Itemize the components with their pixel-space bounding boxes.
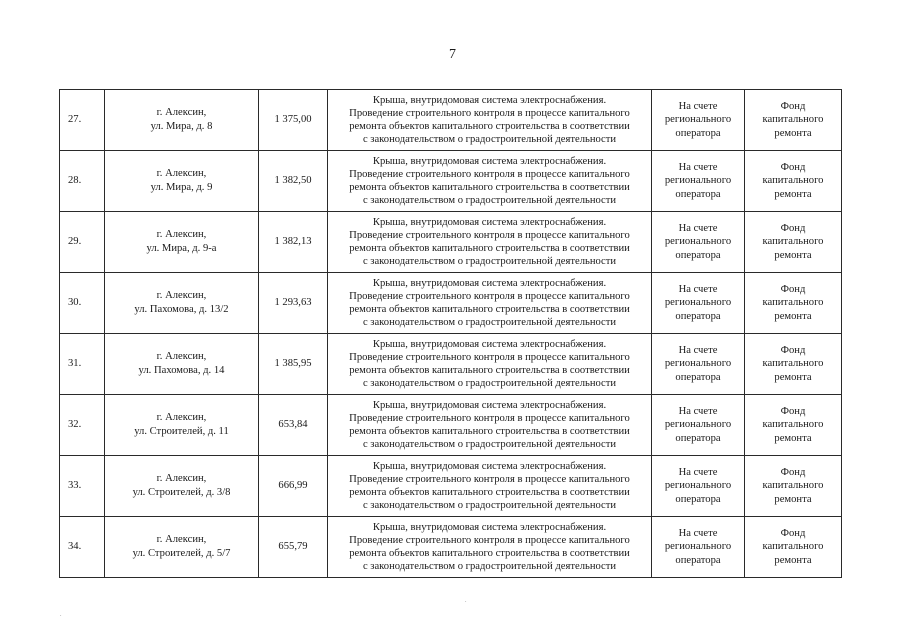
account-type-line: На счете bbox=[678, 405, 718, 417]
work-description-line: ремонта объектов капитального строительства в соответствии bbox=[349, 304, 630, 315]
account-type-cell bbox=[652, 273, 745, 334]
funding-source-line: ремонта bbox=[774, 310, 812, 322]
work-description-line: Проведение строительного контроля в процессе капитального bbox=[349, 229, 630, 241]
account-type-cell bbox=[652, 212, 745, 273]
address-line: ул. Мира, д. 9 bbox=[150, 182, 213, 193]
work-description-line: Крыша, внутридомовая система электроснабжения. bbox=[372, 94, 607, 106]
work-description-line: ремонта объектов капитального строительства в соответствии bbox=[349, 426, 630, 437]
funding-source-line: Фонд bbox=[780, 466, 806, 478]
area-cell: 1 385,95 bbox=[259, 334, 328, 395]
funding-source-line: ремонта bbox=[774, 493, 812, 505]
address-line: г. Алексин, bbox=[156, 290, 207, 302]
account-type-cell bbox=[652, 395, 745, 456]
work-description-cell bbox=[328, 273, 652, 334]
address-cell bbox=[105, 395, 259, 456]
account-type-cell bbox=[652, 517, 745, 578]
address-line: г. Алексин, bbox=[156, 534, 207, 546]
funding-source-line: Фонд bbox=[780, 527, 806, 539]
account-type-line: На счете bbox=[678, 344, 718, 356]
account-type-line: оператора bbox=[675, 310, 721, 322]
account-type-cell bbox=[652, 90, 745, 151]
area-cell: 655,79 bbox=[259, 517, 328, 578]
address-cell bbox=[105, 212, 259, 273]
funding-source-cell bbox=[745, 517, 842, 578]
table-row bbox=[60, 517, 842, 578]
address-cell bbox=[105, 334, 259, 395]
account-type-line: регионального bbox=[664, 297, 732, 309]
funding-source-cell bbox=[745, 90, 842, 151]
funding-source-line: Фонд bbox=[780, 344, 806, 356]
work-description-line: ремонта объектов капитального строительства в соответствии bbox=[349, 182, 630, 193]
funding-source-line: капитального bbox=[762, 297, 824, 309]
address-line: ул. Пахомова, д. 14 bbox=[138, 365, 225, 376]
funding-source-line: Фонд bbox=[780, 405, 806, 417]
account-type-cell bbox=[652, 456, 745, 517]
account-type-line: На счете bbox=[678, 222, 718, 234]
table-row bbox=[60, 456, 842, 517]
work-description-cell bbox=[328, 334, 652, 395]
account-type-cell bbox=[652, 334, 745, 395]
account-type-line: регионального bbox=[664, 419, 732, 431]
funding-source-cell bbox=[745, 395, 842, 456]
table-row bbox=[60, 151, 842, 212]
funding-source-line: капитального bbox=[762, 175, 824, 187]
account-type-line: регионального bbox=[664, 541, 732, 553]
funding-source-line: ремонта bbox=[774, 188, 812, 200]
address-cell bbox=[105, 90, 259, 151]
work-description-cell bbox=[328, 212, 652, 273]
work-description-line: ремонта объектов капитального строительства в соответствии bbox=[349, 548, 630, 559]
capital-repair-table bbox=[59, 89, 842, 578]
funding-source-line: капитального bbox=[762, 480, 824, 492]
work-description-cell bbox=[328, 395, 652, 456]
table-row bbox=[60, 90, 842, 151]
account-type-line: оператора bbox=[675, 371, 721, 383]
address-line: г. Алексин, bbox=[156, 229, 207, 241]
funding-source-line: капитального bbox=[762, 541, 824, 553]
row-number-cell: 29. bbox=[60, 212, 105, 273]
row-number-cell: 34. bbox=[60, 517, 105, 578]
funding-source-line: Фонд bbox=[780, 161, 806, 173]
address-line: ул. Мира, д. 9-а bbox=[146, 243, 217, 254]
area-cell: 653,84 bbox=[259, 395, 328, 456]
account-type-line: регионального bbox=[664, 114, 732, 126]
funding-source-line: ремонта bbox=[774, 127, 812, 139]
table-row bbox=[60, 395, 842, 456]
address-line: г. Алексин, bbox=[156, 107, 207, 119]
address-line: ул. Строителей, д. 5/7 bbox=[132, 548, 231, 559]
work-description-line: Проведение строительного контроля в процессе капитального bbox=[349, 534, 630, 546]
account-type-line: регионального bbox=[664, 480, 732, 492]
row-number-cell: 32. bbox=[60, 395, 105, 456]
account-type-line: оператора bbox=[675, 249, 721, 261]
row-number-cell: 28. bbox=[60, 151, 105, 212]
address-line: ул. Пахомова, д. 13/2 bbox=[134, 304, 229, 315]
funding-source-line: Фонд bbox=[780, 222, 806, 234]
work-description-line: Крыша, внутридомовая система электроснабжения. bbox=[372, 338, 607, 350]
work-description-cell bbox=[328, 456, 652, 517]
address-cell bbox=[105, 517, 259, 578]
row-number-cell: 31. bbox=[60, 334, 105, 395]
row-number-cell: 30. bbox=[60, 273, 105, 334]
address-cell bbox=[105, 273, 259, 334]
work-description-line: с законодательством о градостроительной деятельности bbox=[362, 561, 617, 573]
funding-source-line: ремонта bbox=[774, 554, 812, 566]
work-description-line: ремонта объектов капитального строительства в соответствии bbox=[349, 243, 630, 254]
work-description-line: Проведение строительного контроля в процессе капитального bbox=[349, 107, 630, 119]
area-cell: 1 382,13 bbox=[259, 212, 328, 273]
funding-source-line: Фонд bbox=[780, 283, 806, 295]
address-line: ул. Строителей, д. 11 bbox=[134, 426, 229, 437]
table-row bbox=[60, 334, 842, 395]
work-description-line: Проведение строительного контроля в процессе капитального bbox=[349, 351, 630, 363]
work-description-line: с законодательством о градостроительной деятельности bbox=[362, 378, 617, 390]
account-type-line: регионального bbox=[664, 175, 732, 187]
funding-source-line: капитального bbox=[762, 114, 824, 126]
row-number-cell: 33. bbox=[60, 456, 105, 517]
work-description-line: с законодательством о градостроительной деятельности bbox=[362, 500, 617, 512]
account-type-cell bbox=[652, 151, 745, 212]
account-type-line: оператора bbox=[675, 554, 721, 566]
area-cell: 1 375,00 bbox=[259, 90, 328, 151]
work-description-line: Крыша, внутридомовая система электроснабжения. bbox=[372, 399, 607, 411]
work-description-line: ремонта объектов капитального строительства в соответствии bbox=[349, 487, 630, 498]
address-line: ул. Мира, д. 8 bbox=[150, 121, 213, 132]
work-description-line: Проведение строительного контроля в процессе капитального bbox=[349, 473, 630, 485]
account-type-line: регионального bbox=[664, 236, 732, 248]
funding-source-line: ремонта bbox=[774, 249, 812, 261]
funding-source-line: ремонта bbox=[774, 371, 812, 383]
work-description-line: Крыша, внутридомовая система электроснабжения. bbox=[372, 216, 607, 228]
account-type-line: На счете bbox=[678, 466, 718, 478]
work-description-line: Проведение строительного контроля в процессе капитального bbox=[349, 412, 630, 424]
address-line: г. Алексин, bbox=[156, 351, 207, 363]
work-description-cell bbox=[328, 90, 652, 151]
work-description-line: ремонта объектов капитального строительства в соответствии bbox=[349, 121, 630, 132]
address-line: г. Алексин, bbox=[156, 412, 207, 424]
page-number: 7 bbox=[449, 47, 456, 62]
address-line: г. Алексин, bbox=[156, 168, 207, 180]
work-description-cell bbox=[328, 151, 652, 212]
funding-source-cell bbox=[745, 273, 842, 334]
table-row bbox=[60, 212, 842, 273]
area-cell: 1 382,50 bbox=[259, 151, 328, 212]
account-type-line: На счете bbox=[678, 161, 718, 173]
work-description-line: Крыша, внутридомовая система электроснабжения. bbox=[372, 460, 607, 472]
work-description-line: с законодательством о градостроительной деятельности bbox=[362, 195, 617, 207]
scan-speck: . bbox=[465, 598, 467, 604]
funding-source-line: Фонд bbox=[780, 100, 806, 112]
scan-speck: . bbox=[60, 612, 62, 618]
address-cell bbox=[105, 151, 259, 212]
funding-source-cell bbox=[745, 212, 842, 273]
address-line: ул. Строителей, д. 3/8 bbox=[132, 487, 231, 498]
work-description-line: с законодательством о градостроительной деятельности bbox=[362, 317, 617, 329]
funding-source-cell bbox=[745, 151, 842, 212]
account-type-line: На счете bbox=[678, 527, 718, 539]
work-description-line: с законодательством о градостроительной деятельности bbox=[362, 134, 617, 146]
funding-source-cell bbox=[745, 456, 842, 517]
funding-source-line: капитального bbox=[762, 419, 824, 431]
work-description-cell bbox=[328, 517, 652, 578]
work-description-line: с законодательством о градостроительной деятельности bbox=[362, 256, 617, 268]
account-type-line: На счете bbox=[678, 283, 718, 295]
area-cell: 1 293,63 bbox=[259, 273, 328, 334]
work-description-line: Крыша, внутридомовая система электроснабжения. bbox=[372, 521, 607, 533]
work-description-line: Крыша, внутридомовая система электроснабжения. bbox=[372, 277, 607, 289]
table-row bbox=[60, 273, 842, 334]
row-number-cell: 27. bbox=[60, 90, 105, 151]
work-description-line: Проведение строительного контроля в процессе капитального bbox=[349, 290, 630, 302]
account-type-line: оператора bbox=[675, 493, 721, 505]
account-type-line: оператора bbox=[675, 127, 721, 139]
funding-source-line: капитального bbox=[762, 358, 824, 370]
area-cell: 666,99 bbox=[259, 456, 328, 517]
account-type-line: регионального bbox=[664, 358, 732, 370]
address-cell bbox=[105, 456, 259, 517]
work-description-line: ремонта объектов капитального строительства в соответствии bbox=[349, 365, 630, 376]
work-description-line: Проведение строительного контроля в процессе капитального bbox=[349, 168, 630, 180]
work-description-line: с законодательством о градостроительной деятельности bbox=[362, 439, 617, 451]
account-type-line: На счете bbox=[678, 100, 718, 112]
account-type-line: оператора bbox=[675, 188, 721, 200]
table-body bbox=[60, 90, 842, 578]
funding-source-cell bbox=[745, 334, 842, 395]
address-line: г. Алексин, bbox=[156, 473, 207, 485]
funding-source-line: ремонта bbox=[774, 432, 812, 444]
funding-source-line: капитального bbox=[762, 236, 824, 248]
work-description-line: Крыша, внутридомовая система электроснабжения. bbox=[372, 155, 607, 167]
account-type-line: оператора bbox=[675, 432, 721, 444]
